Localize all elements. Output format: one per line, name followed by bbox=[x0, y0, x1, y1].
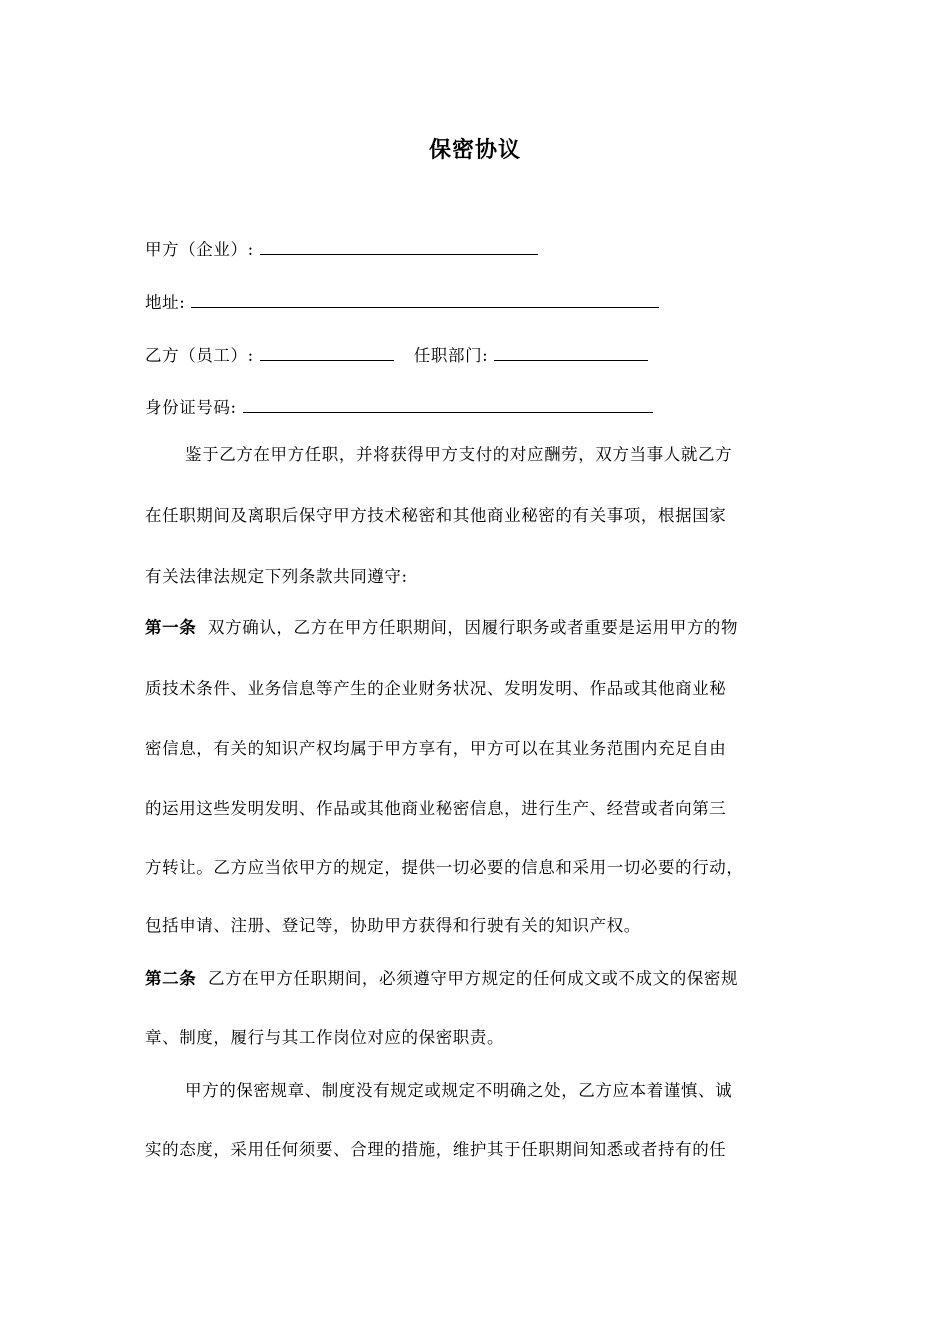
address-label: 地址: bbox=[145, 293, 186, 312]
article-1-first-line bbox=[145, 616, 738, 640]
preamble-line: 在任职期间及离职后保守甲方技术秘密和其他商业秘密的有关事项，根据国家 bbox=[145, 506, 727, 525]
preamble-line: 有关法律法规定下列条款共同遵守: bbox=[145, 567, 408, 586]
article-1-heading: 第一条 bbox=[145, 618, 197, 637]
article-1-line: 的运用这些发明发明、作品或其他商业秘密信息，进行生产、经营或者向第三 bbox=[145, 799, 727, 818]
party-a-field[interactable] bbox=[260, 236, 538, 255]
paragraph-line: 实的态度，采用任何须要、合理的措施，维护其于任职期间知悉或者持有的任 bbox=[145, 1140, 727, 1159]
article-1-text: 双方确认，乙方在甲方任职期间，因履行职务或者重要是运用甲方的物 bbox=[208, 618, 739, 637]
article-2-text: 乙方在甲方任职期间，必须遵守甲方规定的任何成文或不成文的保密规 bbox=[208, 969, 739, 988]
id-row bbox=[145, 394, 653, 420]
paragraph-line: 甲方的保密规章、制度没有规定或规定不明确之处，乙方应本着谨慎、诚 bbox=[185, 1081, 733, 1100]
article-1-line: 方转让。乙方应当依甲方的规定，提供一切必要的信息和采用一切必要的行动， bbox=[145, 858, 744, 877]
party-b-row bbox=[145, 342, 648, 368]
article-2-first-line bbox=[145, 967, 738, 991]
party-a-row bbox=[145, 236, 538, 262]
article-1-line: 质技术条件、业务信息等产生的企业财务状况、发明发明、作品或其他商业秘 bbox=[145, 679, 727, 698]
article-1-line: 包括申请、注册、登记等，协助甲方获得和行驶有关的知识产权。 bbox=[145, 916, 641, 935]
document-title: 保密协议 bbox=[428, 137, 521, 163]
department-label: 任职部门: bbox=[413, 346, 489, 365]
id-label: 身份证号码: bbox=[145, 398, 237, 417]
preamble-line: 鉴于乙方在甲方任职，并将获得甲方支付的对应酬劳，双方当事人就乙方 bbox=[185, 445, 733, 464]
department-field[interactable] bbox=[494, 342, 648, 361]
address-field[interactable] bbox=[191, 289, 659, 308]
id-number-field[interactable] bbox=[243, 394, 653, 413]
party-a-label: 甲方（企业）: bbox=[145, 240, 254, 259]
article-2-line: 章、制度，履行与其工作岗位对应的保密职责。 bbox=[145, 1028, 505, 1047]
article-1-line: 密信息，有关的知识产权均属于甲方享有，甲方可以在其业务范围内充足自由 bbox=[145, 739, 727, 758]
party-b-label: 乙方（员工）: bbox=[145, 346, 254, 365]
address-row bbox=[145, 289, 659, 315]
article-2-heading: 第二条 bbox=[145, 969, 197, 988]
party-b-field[interactable] bbox=[260, 342, 394, 361]
